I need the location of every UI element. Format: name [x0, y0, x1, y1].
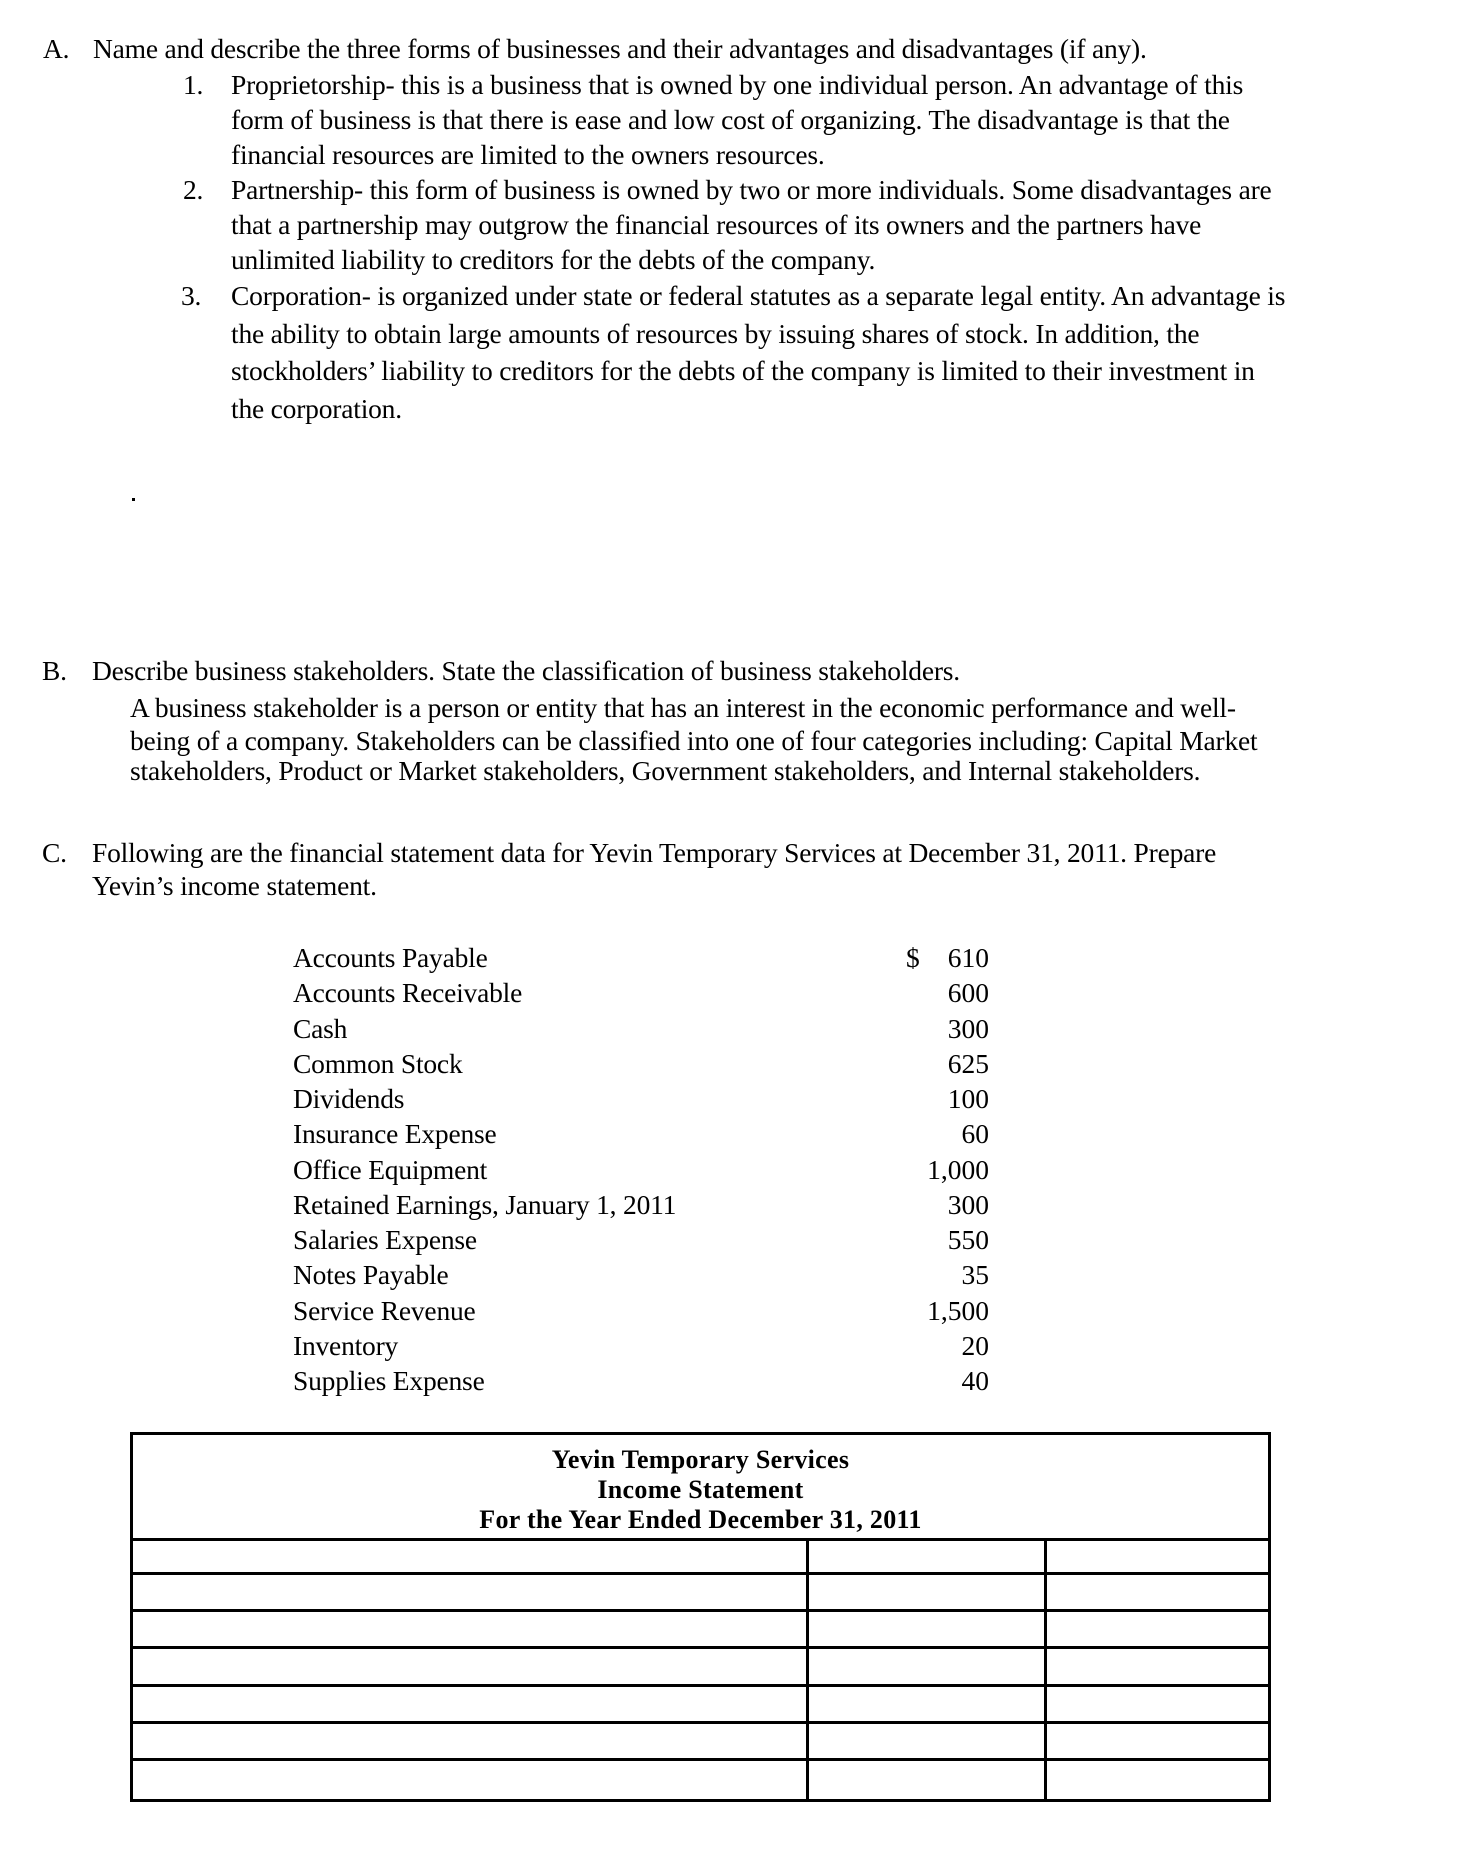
- account-amount: 625: [947, 1047, 989, 1079]
- section-a-question: Name and describe the three forms of businesses and their advantages and disadvantages (if any).: [93, 33, 1147, 64]
- account-label: Retained Earnings, January 1, 2011: [293, 1188, 677, 1220]
- account-amount: 1,500: [927, 1294, 989, 1326]
- section-a-marker: A.: [43, 33, 70, 64]
- account-label: Accounts Receivable: [293, 977, 523, 1009]
- item-3-line-3: stockholders’ liability to creditors for the debts of the company is limited to their investment in: [231, 355, 1255, 386]
- account-label: Inventory: [293, 1329, 399, 1361]
- description-cell: [133, 1575, 809, 1609]
- item-2-number: 2.: [183, 174, 204, 205]
- amount-cell-2: [1047, 1575, 1268, 1609]
- description-cell: [133, 1724, 809, 1758]
- description-input[interactable]: [133, 1761, 806, 1798]
- account-label: Supplies Expense: [293, 1365, 485, 1396]
- amount-input-2[interactable]: [1047, 1649, 1268, 1683]
- account-label: Common Stock: [293, 1047, 463, 1079]
- amount-cell-2: [1047, 1538, 1268, 1572]
- amount-cell-1: [809, 1612, 1047, 1646]
- account-amount: 20: [961, 1329, 989, 1361]
- section-b-answer-line-1: A business stakeholder is a person or entity that has an interest in the economic performance and well-: [130, 692, 1236, 723]
- section-b-marker: B.: [42, 655, 67, 686]
- amount-cell-2: [1047, 1761, 1268, 1798]
- section-c-question-line-1: Following are the financial statement data for Yevin Temporary Services at December 31, 2011. Prepare: [92, 837, 1217, 868]
- statement-period: For the Year Ended December 31, 2011: [479, 1505, 922, 1534]
- stray-dot: [132, 498, 135, 501]
- section-b-question: Describe business stakeholders. State the classification of business stakeholders.: [92, 655, 960, 686]
- account-amount: 300: [947, 1012, 989, 1044]
- income-statement-table: [130, 1432, 1271, 1802]
- description-cell: [133, 1538, 809, 1572]
- amount-input-2[interactable]: [1047, 1724, 1268, 1758]
- description-cell: [133, 1761, 809, 1798]
- income-statement-header: [133, 1435, 1268, 1541]
- item-3-line-2: the ability to obtain large amounts of resources by issuing shares of stock. In addition, the: [231, 318, 1200, 349]
- account-amount: 100: [947, 1083, 989, 1114]
- amount-input-1[interactable]: [809, 1649, 1044, 1683]
- amount-input-1[interactable]: [809, 1761, 1044, 1798]
- description-cell: [133, 1612, 809, 1646]
- amount-input-1[interactable]: [809, 1612, 1044, 1646]
- amount-cell-1: [809, 1649, 1047, 1683]
- item-2-line-2: that a partnership may outgrow the financial resources of its owners and the partners have: [231, 209, 1202, 240]
- income-statement-row: [133, 1538, 1268, 1575]
- account-label: Cash: [293, 1012, 348, 1044]
- description-input[interactable]: [133, 1649, 806, 1683]
- section-b-answer-line-2: being of a company. Stakeholders can be classified into one of four categories including: Capital Market: [130, 725, 1258, 756]
- account-amount: 610: [947, 942, 989, 973]
- amount-input-1[interactable]: [809, 1724, 1044, 1758]
- amount-cell-2: [1047, 1687, 1268, 1721]
- amount-input-1[interactable]: [809, 1538, 1044, 1572]
- amount-cell-2: [1047, 1649, 1268, 1683]
- amount-cell-2: [1047, 1612, 1268, 1646]
- item-1-line-3: financial resources are limited to the owners resources.: [231, 139, 825, 170]
- item-3-line-1: Corporation- is organized under state or federal statutes as a separate legal entity. An advantage is: [231, 280, 1286, 311]
- income-statement-row: [133, 1575, 1268, 1612]
- item-2-line-1: Partnership- this form of business is owned by two or more individuals. Some disadvantages are: [231, 174, 1272, 205]
- amount-input-2[interactable]: [1047, 1538, 1268, 1572]
- description-input[interactable]: [133, 1538, 806, 1572]
- description-cell: [133, 1649, 809, 1683]
- description-input[interactable]: [133, 1612, 806, 1646]
- section-b-answer-line-3: stakeholders, Product or Market stakeholders, Government stakeholders, and Internal stakeholders.: [130, 755, 1201, 786]
- account-label: Office Equipment: [293, 1153, 488, 1185]
- statement-title: Income Statement: [597, 1475, 804, 1504]
- item-3-line-4: the corporation.: [231, 393, 402, 424]
- amount-input-1[interactable]: [809, 1575, 1044, 1609]
- account-label: Dividends: [293, 1083, 405, 1114]
- item-1-line-1: Proprietorship- this is a business that is owned by one individual person. An advantage of this: [231, 69, 1244, 100]
- income-statement-row: [133, 1761, 1268, 1798]
- amount-input-2[interactable]: [1047, 1687, 1268, 1721]
- amount-cell-2: [1047, 1724, 1268, 1758]
- amount-cell-1: [809, 1761, 1047, 1798]
- account-amount: 35: [961, 1259, 989, 1291]
- account-amount: 600: [947, 977, 989, 1009]
- description-input[interactable]: [133, 1724, 806, 1758]
- description-input[interactable]: [133, 1687, 806, 1721]
- income-statement-row: [133, 1724, 1268, 1761]
- item-1-line-2: form of business is that there is ease and low cost of organizing. The disadvantage is that the: [231, 104, 1230, 135]
- amount-input-2[interactable]: [1047, 1612, 1268, 1646]
- account-amount: 60: [961, 1118, 989, 1150]
- section-c-question-line-2: Yevin’s income statement.: [92, 870, 377, 901]
- account-label: Salaries Expense: [293, 1224, 477, 1255]
- account-label: Notes Payable: [293, 1259, 449, 1291]
- amount-cell-1: [809, 1538, 1047, 1572]
- currency-symbol: $: [906, 942, 920, 973]
- description-cell: [133, 1687, 809, 1721]
- account-label: Accounts Payable: [293, 942, 488, 973]
- account-label: Service Revenue: [293, 1294, 476, 1326]
- account-amount: 300: [947, 1188, 989, 1220]
- description-input[interactable]: [133, 1575, 806, 1609]
- amount-input-1[interactable]: [809, 1687, 1044, 1721]
- income-statement-row: [133, 1649, 1268, 1686]
- section-c-marker: C.: [42, 837, 67, 868]
- account-label: Insurance Expense: [293, 1118, 497, 1150]
- item-3-number: 3.: [181, 280, 202, 311]
- account-amount: 40: [961, 1365, 989, 1396]
- income-statement-row: [133, 1687, 1268, 1724]
- account-amount: 1,000: [927, 1153, 989, 1185]
- account-amount: 550: [947, 1224, 989, 1255]
- item-1-number: 1.: [183, 69, 204, 100]
- income-statement-row: [133, 1612, 1268, 1649]
- amount-input-2[interactable]: [1047, 1761, 1268, 1798]
- item-2-line-3: unlimited liability to creditors for the debts of the company.: [231, 244, 876, 275]
- amount-cell-1: [809, 1724, 1047, 1758]
- amount-cell-1: [809, 1575, 1047, 1609]
- amount-cell-1: [809, 1687, 1047, 1721]
- amount-input-2[interactable]: [1047, 1575, 1268, 1609]
- company-name: Yevin Temporary Services: [551, 1445, 850, 1474]
